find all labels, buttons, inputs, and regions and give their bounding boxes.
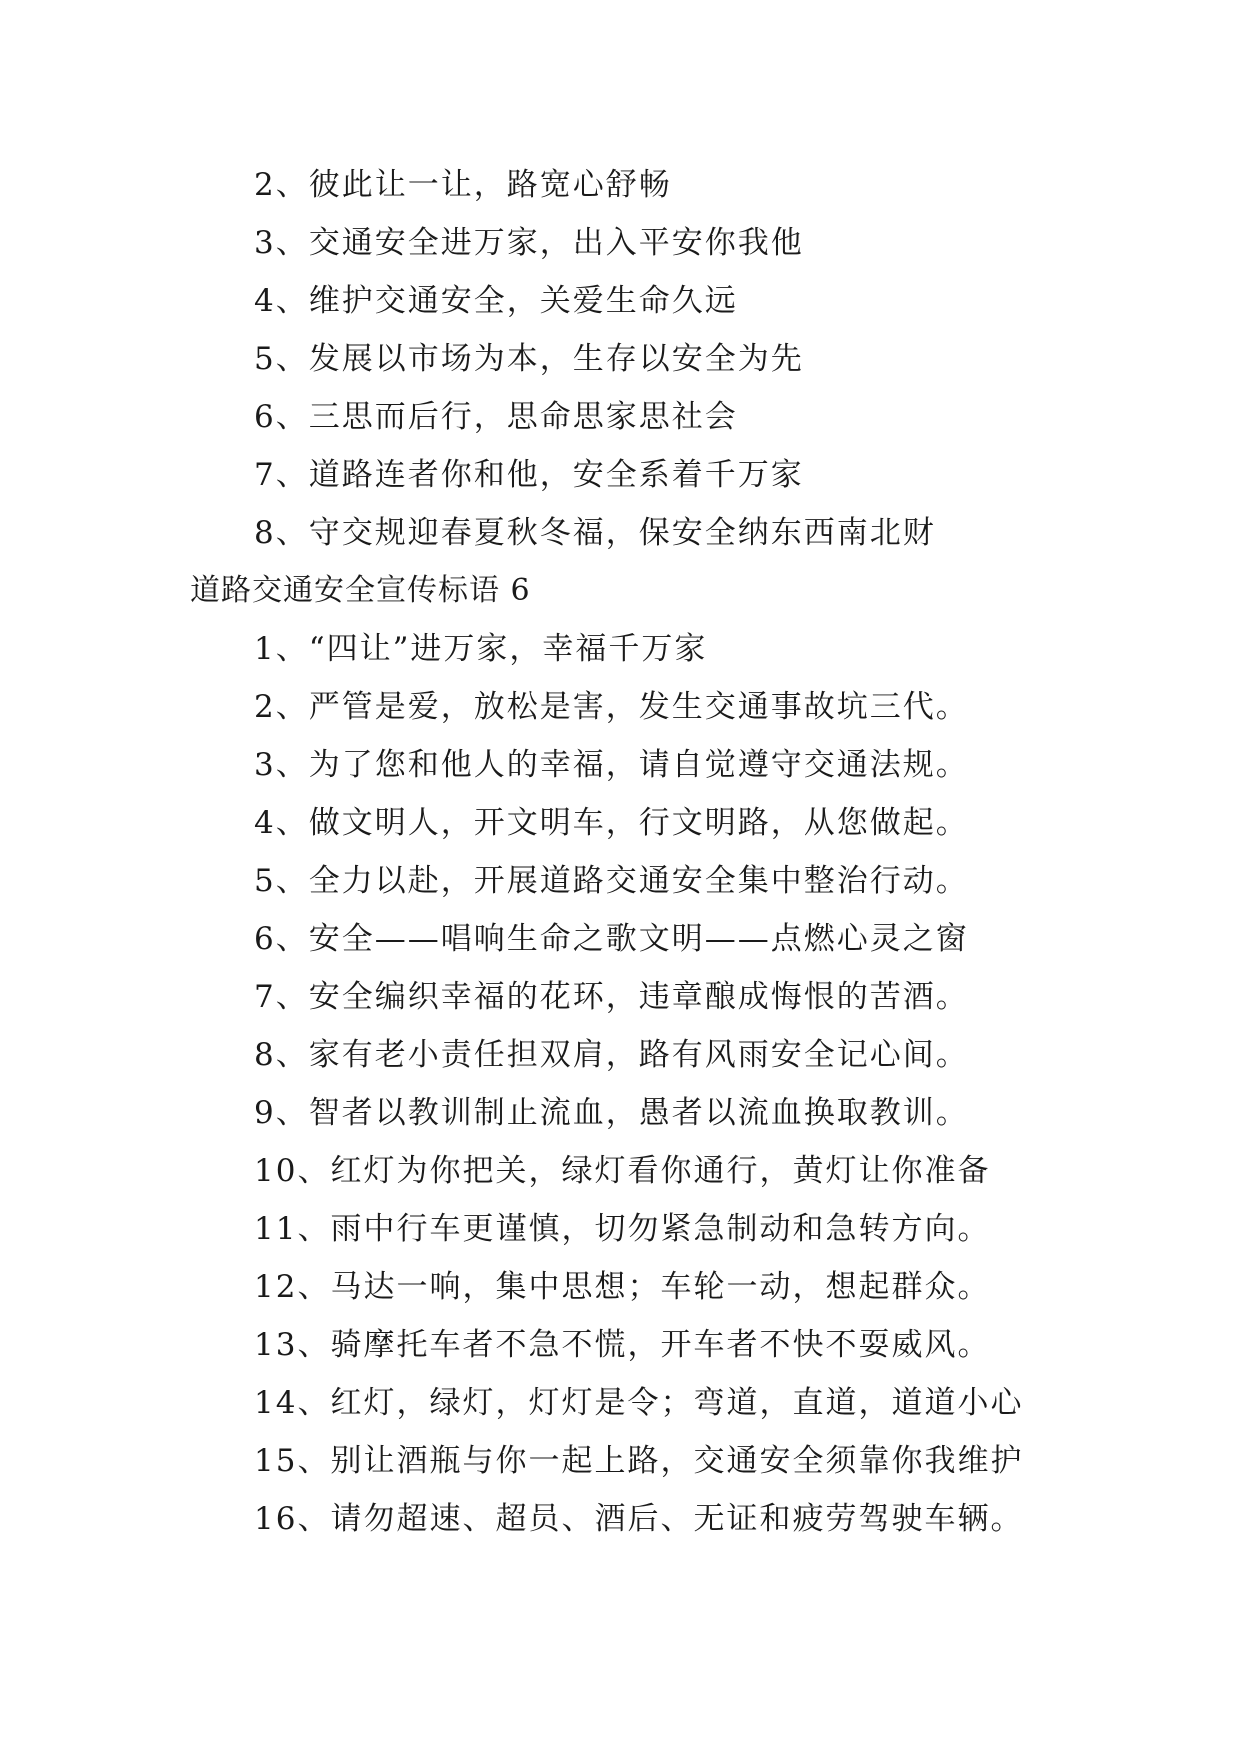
list-item: 9、智者以教训制止流血，愚者以流血换取教训。 [254,1095,969,1131]
list-item: 7、道路连者你和他，安全系着千万家 [254,457,804,493]
list-item: 8、家有老小责任担双肩，路有风雨安全记心间。 [254,1037,969,1073]
list-item: 10、红灯为你把关，绿灯看你通行，黄灯让你准备 [254,1153,991,1189]
list-item: 11、雨中行车更谨慎，切勿紧急制动和急转方向。 [254,1211,991,1247]
list-item: 15、别让酒瓶与你一起上路，交通安全须靠你我维护 [254,1443,1024,1479]
list-item: 14、红灯，绿灯，灯灯是令；弯道，直道，道道小心 [254,1385,1024,1421]
list-item: 2、严管是爱，放松是害，发生交通事故坑三代。 [254,689,969,725]
list-item: 2、彼此让一让，路宽心舒畅 [254,167,672,203]
list-item: 3、为了您和他人的幸福，请自觉遵守交通法规。 [254,747,969,783]
list-item: 4、做文明人，开文明车，行文明路，从您做起。 [254,805,969,841]
list-item: 5、全力以赴，开展道路交通安全集中整治行动。 [254,863,969,899]
list-item: 6、安全——唱响生命之歌文明——点燃心灵之窗 [254,921,969,957]
list-item: 6、三思而后行，思命思家思社会 [254,399,738,435]
list-item: 13、骑摩托车者不急不慌，开车者不快不耍威风。 [254,1327,991,1363]
list-item: 12、马达一响，集中思想；车轮一动，想起群众。 [254,1269,991,1305]
list-item: 3、交通安全进万家，出入平安你我他 [254,225,804,261]
list-item: 7、安全编织幸福的花环，违章酿成悔恨的苦酒。 [254,979,969,1015]
section-heading: 道路交通安全宣传标语 6 [190,573,531,608]
slogan-list [0,156,1241,1548]
list-item: 5、发展以市场为本，生存以安全为先 [254,341,804,377]
list-item: 8、守交规迎春夏秋冬福，保安全纳东西南北财 [254,515,936,551]
list-item: 1、“四让”进万家，幸福千万家 [254,631,708,667]
list-item: 4、维护交通安全，关爱生命久远 [254,283,738,319]
list-item: 16、请勿超速、超员、酒后、无证和疲劳驾驶车辆。 [254,1501,1024,1537]
